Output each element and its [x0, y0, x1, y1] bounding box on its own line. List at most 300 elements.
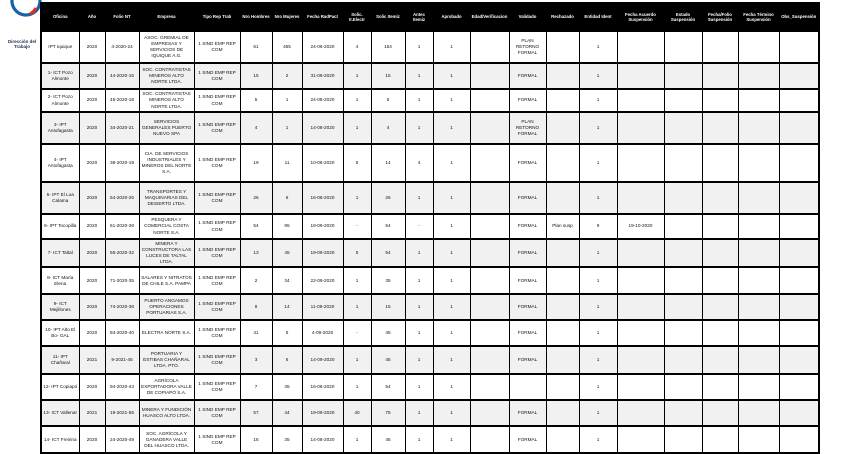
- cell-tipo_rep_trab: 1 SIND EMP REP COM: [194, 239, 240, 267]
- cell-oficina: 13- ICT Vallenar: [41, 400, 79, 426]
- cell-fecha_termino_susp: [738, 400, 779, 426]
- cell-oficina: 6- IPT Tocopilla: [41, 214, 79, 239]
- column-header-obs_suspension: Obs_Suspensión: [779, 3, 819, 31]
- cell-fecha_folio_susp: [702, 144, 738, 182]
- cell-folio_nt: 19-2021-55: [105, 400, 139, 426]
- cell-empresa: ELECTRA NORTE S.A.: [139, 320, 194, 346]
- cell-fecha_termino_susp: [738, 239, 779, 267]
- cell-fecha_termino_susp: [738, 374, 779, 400]
- cell-oficina: 8- ICT María Elena: [41, 267, 79, 294]
- cell-empresa: ASOC. GREMIAL DE EMPRESAS Y SERVICIOS DE IQUIQUE A.G.: [139, 31, 194, 63]
- cell-entidad_ident: 1: [579, 346, 617, 374]
- cell-solic_itemiz: 15: [371, 294, 405, 320]
- cell-edad_verificacion: [470, 426, 509, 453]
- cell-solic_itemiz: 54: [371, 374, 405, 400]
- cell-nro_mujeres: 45: [272, 239, 302, 267]
- logo-caption: Dirección del Trabajo: [7, 39, 37, 49]
- table-row-9: [41, 267, 819, 294]
- cell-rechazado: [546, 112, 579, 144]
- cell-solic_itemiz: 14: [371, 144, 405, 182]
- cell-aprobado: 1: [433, 89, 470, 112]
- cell-fecha_radpact: 22-09-2020: [302, 267, 343, 294]
- cell-ano: 2020: [79, 374, 105, 400]
- cell-estado_susp: [664, 31, 702, 63]
- cell-fecha_folio_susp: [702, 267, 738, 294]
- cell-tipo_rep_trab: 1 SIND EMP REP COM: [194, 89, 240, 112]
- cell-estado_susp: [664, 426, 702, 453]
- cell-solic_itemiz: 45: [371, 426, 405, 453]
- cell-antec_itemiz: 1: [405, 239, 433, 267]
- cell-antec_itemiz: 1: [405, 63, 433, 89]
- table-row-14: [41, 400, 819, 426]
- cell-estado_susp: [664, 320, 702, 346]
- cell-obs_suspension: [779, 374, 819, 400]
- cell-fecha_folio_susp: [702, 214, 738, 239]
- cell-antec_itemiz: 1: [405, 346, 433, 374]
- cell-edad_verificacion: [470, 63, 509, 89]
- column-header-edad_verificacion: Edad/Verificacion: [470, 3, 509, 31]
- cell-obs_suspension: [779, 63, 819, 89]
- cell-empresa: SALARES Y NITRATOS DE CHILE S.A. PAMPA: [139, 267, 194, 294]
- cell-oficina: 11- IPT Chañaral: [41, 346, 79, 374]
- cell-estado_susp: [664, 267, 702, 294]
- cell-oficina: 2- ICT Pozo Almonte: [41, 89, 79, 112]
- column-header-empresa: Empresa: [139, 3, 194, 31]
- cell-solic_it_electr: 4: [343, 31, 371, 63]
- cell-fecha_folio_susp: [702, 112, 738, 144]
- column-header-fecha_acuerdo_susp: Fecha Acuerdo Suspensión: [617, 3, 664, 31]
- cell-obs_suspension: [779, 346, 819, 374]
- cell-entidad_ident: 1: [579, 267, 617, 294]
- cell-fecha_acuerdo_susp: 19-10-2020: [617, 214, 664, 239]
- cell-nro_mujeres: 35: [272, 374, 302, 400]
- cell-nro_mujeres: 11: [272, 144, 302, 182]
- cell-obs_suspension: [779, 294, 819, 320]
- cell-rechazado: [546, 239, 579, 267]
- cell-nro_mujeres: 1: [272, 89, 302, 112]
- cell-ano: 2020: [79, 31, 105, 63]
- cell-antec_itemiz: 1: [405, 320, 433, 346]
- cell-solic_it_electr: 1: [343, 294, 371, 320]
- cell-rechazado: [546, 63, 579, 89]
- cell-nro_mujeres: 6: [272, 182, 302, 214]
- cell-entidad_ident: 1: [579, 112, 617, 144]
- cell-fecha_folio_susp: [702, 294, 738, 320]
- cell-solic_it_electr: 1: [343, 182, 371, 214]
- cell-folio_nt: 45-2020-18: [105, 89, 139, 112]
- cell-solic_itemiz: 75: [371, 400, 405, 426]
- cell-solic_itemiz: 54: [371, 239, 405, 267]
- cell-nro_mujeres: 34: [272, 267, 302, 294]
- cell-empresa: SOC. CONTRATISTAS MINEROS ALTO NORTE LTDA.: [139, 89, 194, 112]
- cell-fecha_folio_susp: [702, 239, 738, 267]
- cell-estado_susp: [664, 63, 702, 89]
- cell-solic_it_electr: 1: [343, 89, 371, 112]
- cell-edad_verificacion: [470, 31, 509, 63]
- cell-validado: FORMAL: [509, 320, 546, 346]
- cell-folio_nt: 84-2020-40: [105, 320, 139, 346]
- cell-solic_it_electr: 1: [343, 426, 371, 453]
- cell-edad_verificacion: [470, 182, 509, 214]
- cell-fecha_folio_susp: [702, 400, 738, 426]
- cell-ano: 2020: [79, 144, 105, 182]
- cell-estado_susp: [664, 144, 702, 182]
- cell-oficina: 1- ICT Pozo Almonte: [41, 63, 79, 89]
- cell-solic_itemiz: 54: [371, 214, 405, 239]
- cell-rechazado: [546, 267, 579, 294]
- column-header-fecha_radpact: Fecha RadPact: [302, 3, 343, 31]
- cell-obs_suspension: [779, 426, 819, 453]
- cell-oficina: 12- IPT Copiapó: [41, 374, 79, 400]
- cell-fecha_radpact: 14-09-2020: [302, 346, 343, 374]
- cell-obs_suspension: [779, 31, 819, 63]
- cell-oficina: 14- ICT Freirina: [41, 426, 79, 453]
- cell-ano: 2020: [79, 182, 105, 214]
- cell-aprobado: 1: [433, 267, 470, 294]
- cell-validado: FORMAL: [509, 346, 546, 374]
- cell-solic_itemiz: 45: [371, 346, 405, 374]
- cell-edad_verificacion: [470, 346, 509, 374]
- cell-nro_hombres: 54: [240, 214, 272, 239]
- cell-empresa: TRANSPORTES Y MAQUINARIAS DEL DESIERTO LTDA.: [139, 182, 194, 214]
- cell-validado: [509, 374, 546, 400]
- cell-nro_mujeres: 2: [272, 63, 302, 89]
- cell-rechazado: [546, 89, 579, 112]
- cell-fecha_acuerdo_susp: [617, 320, 664, 346]
- column-header-estado_susp: Estado Suspensión: [664, 3, 702, 31]
- cell-ano: 2021: [79, 346, 105, 374]
- cell-fecha_folio_susp: [702, 63, 738, 89]
- cell-nro_hombres: 61: [240, 31, 272, 63]
- cell-ano: 2020: [79, 89, 105, 112]
- column-header-antec_itemiz: Antec Itemiz: [405, 3, 433, 31]
- cell-rechazado: Plan susp: [546, 214, 579, 239]
- cell-entidad_ident: 1: [579, 426, 617, 453]
- cell-rechazado: [546, 320, 579, 346]
- cell-antec_itemiz: 1: [405, 426, 433, 453]
- cell-empresa: AGRÍCOLA EXPORTADORA VALLE DE COPIAPÓ S.A.: [139, 374, 194, 400]
- cell-antec_itemiz: -: [405, 214, 433, 239]
- cell-validado: FORMAL: [509, 239, 546, 267]
- cell-solic_itemiz: 35: [371, 267, 405, 294]
- cell-antec_itemiz: 4: [405, 144, 433, 182]
- cell-nro_mujeres: 35: [272, 426, 302, 453]
- cell-obs_suspension: [779, 267, 819, 294]
- cell-solic_itemiz: 154: [371, 31, 405, 63]
- cell-solic_it_electr: 1: [343, 112, 371, 144]
- cell-nro_hombres: 57: [240, 400, 272, 426]
- cell-fecha_termino_susp: [738, 214, 779, 239]
- cell-fecha_acuerdo_susp: [617, 400, 664, 426]
- cell-entidad_ident: 1: [579, 144, 617, 182]
- cell-aprobado: 1: [433, 31, 470, 63]
- cell-edad_verificacion: [470, 112, 509, 144]
- cell-empresa: MINERA Y FUNDICIÓN HUASCO ALTO LTDA.: [139, 400, 194, 426]
- cell-fecha_folio_susp: [702, 31, 738, 63]
- column-header-entidad_ident: Entidad Ident: [579, 3, 617, 31]
- cell-fecha_acuerdo_susp: [617, 346, 664, 374]
- cell-empresa: PUERTO ANGAMOS OPERACIONES PORTUARIAS S.A.: [139, 294, 194, 320]
- cell-tipo_rep_trab: 1 SIND EMP REP COM: [194, 400, 240, 426]
- cell-nro_mujeres: 14: [272, 294, 302, 320]
- cell-tipo_rep_trab: 1 SIND EMP REP COM: [194, 144, 240, 182]
- cell-nro_hombres: 16: [240, 426, 272, 453]
- cell-rechazado: [546, 144, 579, 182]
- cell-tipo_rep_trab: 1 SIND EMP REP COM: [194, 31, 240, 63]
- cell-fecha_termino_susp: [738, 144, 779, 182]
- cell-validado: FORMAL: [509, 63, 546, 89]
- cell-validado: PLAN RETORNO FORMAL: [509, 31, 546, 63]
- table-row-11: [41, 320, 819, 346]
- cell-tipo_rep_trab: 1 SIND EMP REP COM: [194, 374, 240, 400]
- cell-estado_susp: [664, 214, 702, 239]
- column-header-tipo_rep_trab: Tipo Rep Trab: [194, 3, 240, 31]
- cell-solic_itemiz: 15: [371, 63, 405, 89]
- cell-folio_nt: 65-2020-32: [105, 239, 139, 267]
- cell-antec_itemiz: 1: [405, 182, 433, 214]
- cell-fecha_radpact: 31-08-2020: [302, 63, 343, 89]
- cell-ano: 2020: [79, 267, 105, 294]
- cell-fecha_acuerdo_susp: [617, 294, 664, 320]
- cell-fecha_termino_susp: [738, 182, 779, 214]
- table-row-2: [41, 63, 819, 89]
- cell-entidad_ident: 1: [579, 31, 617, 63]
- cell-ano: 2020: [79, 112, 105, 144]
- cell-fecha_acuerdo_susp: [617, 374, 664, 400]
- cell-tipo_rep_trab: 1 SIND EMP REP COM: [194, 112, 240, 144]
- cell-solic_it_electr: 5: [343, 144, 371, 182]
- cell-oficina: 9- ICT Mejillones: [41, 294, 79, 320]
- cell-estado_susp: [664, 374, 702, 400]
- cell-fecha_folio_susp: [702, 374, 738, 400]
- cell-folio_nt: 61-2020-28: [105, 214, 139, 239]
- cell-validado: FORMAL: [509, 182, 546, 214]
- cell-tipo_rep_trab: 1 SIND EMP REP COM: [194, 267, 240, 294]
- cell-rechazado: [546, 426, 579, 453]
- cell-edad_verificacion: [470, 89, 509, 112]
- cell-aprobado: 1: [433, 214, 470, 239]
- cell-solic_it_electr: -: [343, 320, 371, 346]
- cell-entidad_ident: 1: [579, 320, 617, 346]
- cell-edad_verificacion: [470, 320, 509, 346]
- cell-aprobado: 1: [433, 144, 470, 182]
- cell-aprobado: 1: [433, 346, 470, 374]
- cell-fecha_acuerdo_susp: [617, 112, 664, 144]
- cell-tipo_rep_trab: 1 SIND EMP REP COM: [194, 320, 240, 346]
- cell-oficina: 4- IPT Antofagasta: [41, 144, 79, 182]
- cell-aprobado: 1: [433, 426, 470, 453]
- cell-antec_itemiz: 1: [405, 89, 433, 112]
- cell-folio_nt: 38-2020-19: [105, 144, 139, 182]
- cell-nro_hombres: 13: [240, 239, 272, 267]
- cell-fecha_acuerdo_susp: [617, 182, 664, 214]
- cell-edad_verificacion: [470, 144, 509, 182]
- cell-solic_it_electr: -: [343, 214, 371, 239]
- column-header-folio_nt: Folio NT: [105, 3, 139, 31]
- table-row-3: [41, 89, 819, 112]
- cell-edad_verificacion: [470, 214, 509, 239]
- cell-ano: 2020: [79, 426, 105, 453]
- cell-solic_itemiz: 26: [371, 182, 405, 214]
- cell-fecha_acuerdo_susp: [617, 267, 664, 294]
- cell-antec_itemiz: 1: [405, 294, 433, 320]
- cell-entidad_ident: 1: [579, 182, 617, 214]
- cell-rechazado: [546, 294, 579, 320]
- cell-estado_susp: [664, 294, 702, 320]
- cell-aprobado: 1: [433, 320, 470, 346]
- cell-fecha_radpact: 24-08-2020: [302, 89, 343, 112]
- cell-fecha_radpact: 19-09-2020: [302, 400, 343, 426]
- cell-nro_hombres: 3: [240, 346, 272, 374]
- cell-fecha_acuerdo_susp: [617, 89, 664, 112]
- cell-nro_hombres: 41: [240, 320, 272, 346]
- cell-edad_verificacion: [470, 400, 509, 426]
- cell-solic_itemiz: 45: [371, 320, 405, 346]
- cell-empresa: MINERA Y CONSTRUCTORA LAS LUCES DE TALTAL LTDA.: [139, 239, 194, 267]
- table-row-1: [41, 31, 819, 63]
- cell-tipo_rep_trab: 1 SIND EMP REP COM: [194, 63, 240, 89]
- cell-nro_hombres: 7: [240, 374, 272, 400]
- cell-entidad_ident: 1: [579, 400, 617, 426]
- cell-solic_it_electr: 1: [343, 374, 371, 400]
- cell-rechazado: [546, 374, 579, 400]
- cell-fecha_termino_susp: [738, 346, 779, 374]
- cell-validado: FORMAL: [509, 426, 546, 453]
- cell-nro_hombres: 26: [240, 182, 272, 214]
- cell-nro_mujeres: 465: [272, 31, 302, 63]
- table-row-5: [41, 144, 819, 182]
- cell-validado: FORMAL: [509, 214, 546, 239]
- cell-folio_nt: 9-2021-45: [105, 346, 139, 374]
- cell-estado_susp: [664, 182, 702, 214]
- cell-aprobado: 1: [433, 400, 470, 426]
- cell-ano: 2020: [79, 214, 105, 239]
- cell-edad_verificacion: [470, 267, 509, 294]
- column-header-solic_itemiz: Solic Itemiz: [371, 3, 405, 31]
- cell-fecha_radpact: 19-09-2020: [302, 239, 343, 267]
- table-row-4: [41, 112, 819, 144]
- cell-fecha_termino_susp: [738, 426, 779, 453]
- cell-fecha_termino_susp: [738, 320, 779, 346]
- cell-folio_nt: 34-2020-21: [105, 112, 139, 144]
- cell-rechazado: [546, 400, 579, 426]
- cell-ano: 2020: [79, 239, 105, 267]
- report-data-table: [40, 2, 820, 454]
- cell-tipo_rep_trab: 1 SIND EMP REP COM: [194, 214, 240, 239]
- cell-validado: FORMAL: [509, 144, 546, 182]
- cell-aprobado: 1: [433, 112, 470, 144]
- cell-solic_itemiz: 5: [371, 89, 405, 112]
- cell-antec_itemiz: 1: [405, 400, 433, 426]
- cell-entidad_ident: 1: [579, 374, 617, 400]
- cell-nro_hombres: 15: [240, 63, 272, 89]
- column-header-nro_hombres: Nro Hombres: [240, 3, 272, 31]
- table-row-10: [41, 294, 819, 320]
- cell-aprobado: 1: [433, 63, 470, 89]
- cell-fecha_radpact: 19-09-2020: [302, 214, 343, 239]
- cell-obs_suspension: [779, 144, 819, 182]
- cell-nro_hombres: 4: [240, 112, 272, 144]
- cell-empresa: SERVICIOS GENERALES PUERTO NUEVO SPA: [139, 112, 194, 144]
- cell-empresa: SOC. CONTRATISTAS MINEROS ALTO NORTE LTDA.: [139, 63, 194, 89]
- cell-rechazado: [546, 182, 579, 214]
- column-header-solic_it_electr: Solic. It.Electr: [343, 3, 371, 31]
- cell-ano: 2020: [79, 63, 105, 89]
- cell-antec_itemiz: 1: [405, 374, 433, 400]
- cell-estado_susp: [664, 400, 702, 426]
- table-row-12: [41, 346, 819, 374]
- cell-nro_hombres: 19: [240, 144, 272, 182]
- cell-fecha_folio_susp: [702, 320, 738, 346]
- cell-aprobado: 1: [433, 294, 470, 320]
- cell-fecha_radpact: 14-08-2020: [302, 426, 343, 453]
- cell-validado: FORMAL: [509, 400, 546, 426]
- cell-edad_verificacion: [470, 374, 509, 400]
- cell-folio_nt: 94-2020-43: [105, 374, 139, 400]
- cell-fecha_acuerdo_susp: [617, 239, 664, 267]
- cell-estado_susp: [664, 239, 702, 267]
- cell-empresa: PORTUARIA Y ESTIBAS CHAÑARAL LTDA. PTO.: [139, 346, 194, 374]
- cell-validado: FORMAL: [509, 267, 546, 294]
- cell-nro_mujeres: 44: [272, 400, 302, 426]
- cell-aprobado: 1: [433, 182, 470, 214]
- cell-oficina: 5- IPT El Loa Calama: [41, 182, 79, 214]
- cell-entidad_ident: 1: [579, 239, 617, 267]
- cell-obs_suspension: [779, 239, 819, 267]
- cell-rechazado: [546, 346, 579, 374]
- table-row-15: [41, 426, 819, 453]
- cell-empresa: CIA. DE SERVICIOS INDUSTRIALES Y MINEROS DEL NORTE S.A.: [139, 144, 194, 182]
- cell-fecha_termino_susp: [738, 112, 779, 144]
- cell-entidad_ident: 9: [579, 214, 617, 239]
- cell-folio_nt: 71-2020-35: [105, 267, 139, 294]
- cell-folio_nt: 74-2020-38: [105, 294, 139, 320]
- cell-entidad_ident: 1: [579, 294, 617, 320]
- cell-fecha_folio_susp: [702, 89, 738, 112]
- table-row-6: [41, 182, 819, 214]
- cell-obs_suspension: [779, 320, 819, 346]
- column-header-validado: Validado: [509, 3, 546, 31]
- column-header-aprobado: Aprobado: [433, 3, 470, 31]
- cell-fecha_radpact: 14-08-2020: [302, 112, 343, 144]
- cell-entidad_ident: 1: [579, 63, 617, 89]
- cell-antec_itemiz: 1: [405, 31, 433, 63]
- cell-fecha_radpact: 16-08-2020: [302, 374, 343, 400]
- cell-nro_hombres: 2: [240, 267, 272, 294]
- cell-fecha_folio_susp: [702, 346, 738, 374]
- cell-solic_it_electr: 1: [343, 346, 371, 374]
- cell-solic_it_electr: 1: [343, 63, 371, 89]
- cell-ano: 2020: [79, 320, 105, 346]
- cell-validado: FORMAL: [509, 294, 546, 320]
- table-row-8: [41, 239, 819, 267]
- cell-fecha_radpact: 10-08-2020: [302, 144, 343, 182]
- cell-obs_suspension: [779, 89, 819, 112]
- cell-nro_mujeres: 1: [272, 112, 302, 144]
- cell-fecha_acuerdo_susp: [617, 144, 664, 182]
- cell-fecha_radpact: 11-09-2020: [302, 294, 343, 320]
- cell-aprobado: 1: [433, 374, 470, 400]
- cell-edad_verificacion: [470, 294, 509, 320]
- cell-obs_suspension: [779, 182, 819, 214]
- cell-oficina: 10- IPT Alto El Bo- GAL: [41, 320, 79, 346]
- cell-antec_itemiz: 1: [405, 112, 433, 144]
- table-row-7: [41, 214, 819, 239]
- cell-tipo_rep_trab: 1 SIND EMP REP COM: [194, 426, 240, 453]
- cell-entidad_ident: 1: [579, 89, 617, 112]
- cell-fecha_acuerdo_susp: [617, 31, 664, 63]
- cell-folio_nt: 44-2020-15: [105, 63, 139, 89]
